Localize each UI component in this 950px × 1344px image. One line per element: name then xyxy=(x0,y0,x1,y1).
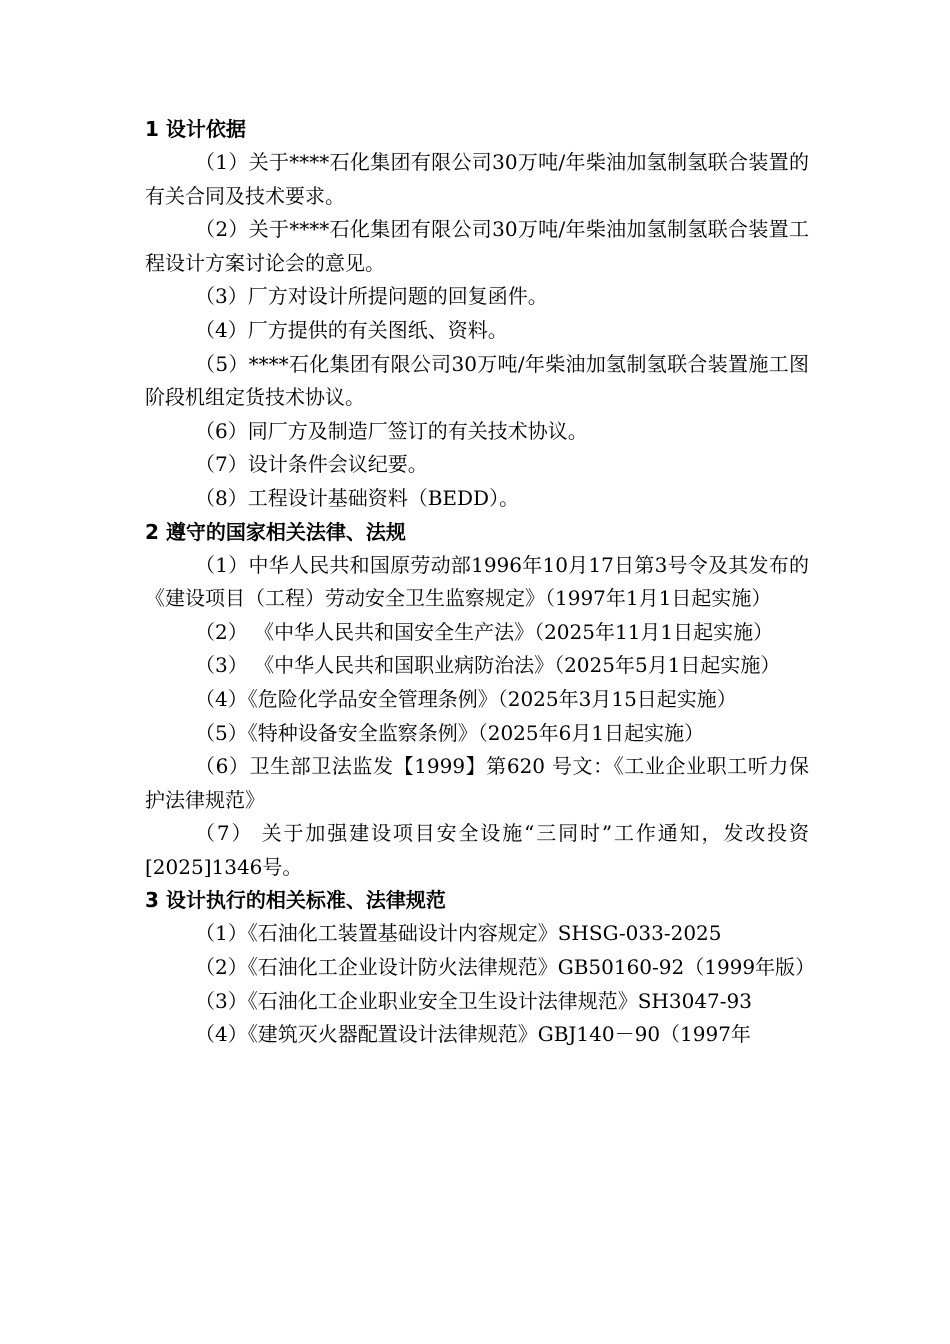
list-item: （7）设计条件会议纪要。 xyxy=(195,452,428,477)
list-item: （3）《石油化工企业职业安全卫生设计法律规范》SH3047-93 xyxy=(195,988,752,1013)
list-item: （6）卫生部卫法监发【1999】第620 号文：《工业企业职工听力保护法律规范》 xyxy=(145,754,809,812)
document-page xyxy=(145,113,816,1052)
list-item: （6）同厂方及制造厂签订的有关技术协议。 xyxy=(195,418,588,443)
list-item: （4）《危险化学品安全管理条例》（2025年3月15日起实施） xyxy=(195,686,737,711)
list-item: （7） 关于加强建设项目安全设施“三同时”工作通知，发改投资[2025]1346号。 xyxy=(145,821,809,879)
section-heading: 3 设计执行的相关标准、法律规范 xyxy=(145,888,446,913)
list-item: （5）****石化集团有限公司30万吨/年柴油加氢制氢联合装置施工图阶段机组定货技术协议。 xyxy=(145,351,809,410)
section-heading: 1 设计依据 xyxy=(145,117,246,141)
list-item: （5）《特种设备安全监察条例》（2025年6月1日起实施） xyxy=(195,720,705,745)
list-item: （8）工程设计基础资料（BEDD）。 xyxy=(195,485,520,510)
list-item: （2）《石油化工企业设计防火法律规范》GB50160-92（1999年版） xyxy=(195,955,816,980)
list-item: （4）厂方提供的有关图纸、资料。 xyxy=(195,317,508,342)
list-item: （1）关于****石化集团有限公司30万吨/年柴油加氢制氢联合装置的有关合同及技术要求。 xyxy=(145,150,809,208)
list-item: （4）《建筑灭火器配置设计法律规范》GBJ140－90（1997年 xyxy=(195,1022,751,1047)
section-heading: 2 遵守的国家相关法律、法规 xyxy=(145,519,406,544)
list-item: （3）厂方对设计所提问题的回复函件。 xyxy=(195,284,548,309)
list-item: （1）中华人民共和国原劳动部1996年10月17日第3号令及其发布的《建设项目（工程）劳动安全卫生监察规定》（1997年1月1日起实施） xyxy=(145,552,809,611)
list-item: （2）关于****石化集团有限公司30万吨/年柴油加氢制氢联合装置工程设计方案讨论会的意见。 xyxy=(145,217,809,275)
list-item: （1）《石油化工装置基础设计内容规定》SHSG-033-2025 xyxy=(195,921,722,946)
list-item: （2） 《中华人民共和国安全生产法》（2025年11月1日起实施） xyxy=(195,619,774,644)
list-item: （3） 《中华人民共和国职业病防治法》（2025年5月1日起实施） xyxy=(195,653,781,678)
